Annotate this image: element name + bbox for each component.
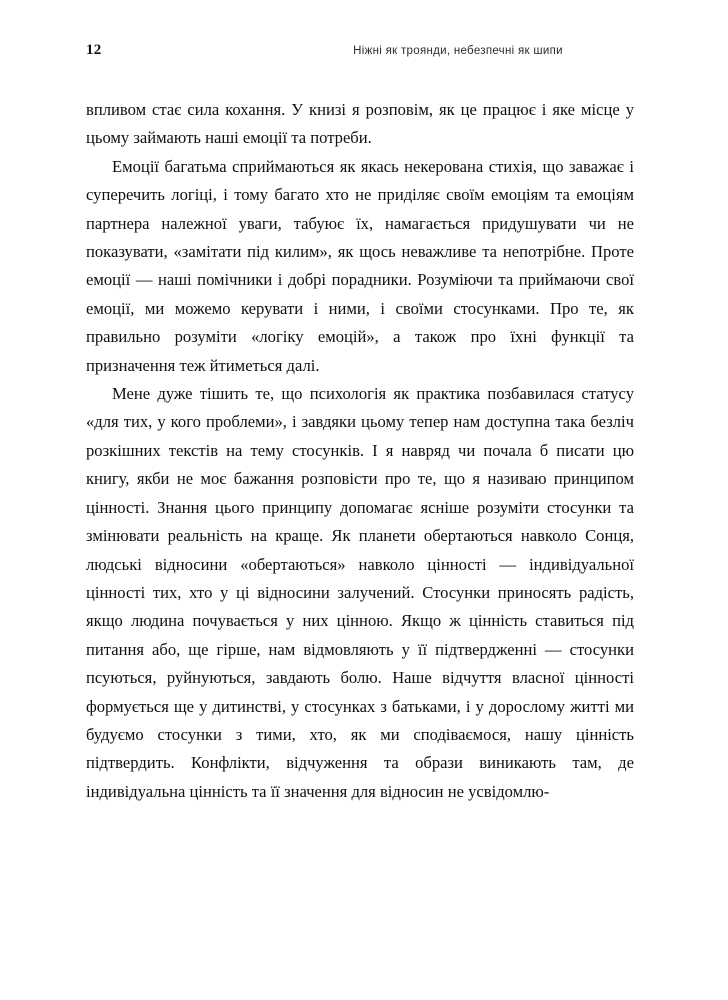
page-header [86, 42, 642, 64]
page-number: 12 [86, 42, 102, 58]
running-head-title: Ніжні як троянди, небезпечні як шипи [353, 45, 563, 57]
paragraph: впливом стає сила кохання. У книзі я розповім, як це працює і яке місце у цьому займають наші емоції та потреби. [86, 100, 634, 148]
page-body [86, 96, 634, 806]
paragraph: Емоції багатьма сприймаються як якась некерована стихія, що заважає і суперечить логіці, і тому багато хто не приділяє своїм емоціям та емоціям партнера належної уваги, табуює їх, намагається придушувати чи не показувати, «замітати під килим», як щось неважливе та непотрібне. Проте емоції — наші помічники і добрі порадники. Розуміючи та приймаючи свої емоції, ми можемо керувати і ними, і своїми стосунками. Про те, як правильно розуміти «логіку емоцій», а також про їхні функції та призначення теж йтиметься далі. [86, 156, 634, 375]
paragraph: Мене дуже тішить те, що психологія як практика позбавилася статусу «для тих, у кого проблеми», і завдяки цьому тепер нам доступна така безліч розкішних текстів на тему стосунків. І я навряд чи почала б писати цю книгу, якби не моє бажання розповісти про те, що я називаю принципом цінності. Знання цього принципу допомагає ясніше розуміти стосунки та змінювати реальність на краще. Як планети обертаються навколо Сонця, людські відносини «обертаються» навколо цінності — індивідуальної цінності тих, хто у ці відносини залучений. Стосунки приносять радість, якщо людина почувається у них цінною. Якщо ж цінність ставиться під питання або, ще гірше, нам відмовляють у її підтвердженні — стосунки псуються, руйнуються, завдають болю. Наше відчуття власної цінності формується ще у дитинстві, у стосунках з батьками, і у дорослому житті ми будуємо стосунки з тими, хто, як ми сподіваємося, нашу цінність підтвердить. Конфлікти, відчуження та образи виникають там, де індивідуальна цінність та її значення для відносин не усвідомлю- [86, 384, 634, 801]
